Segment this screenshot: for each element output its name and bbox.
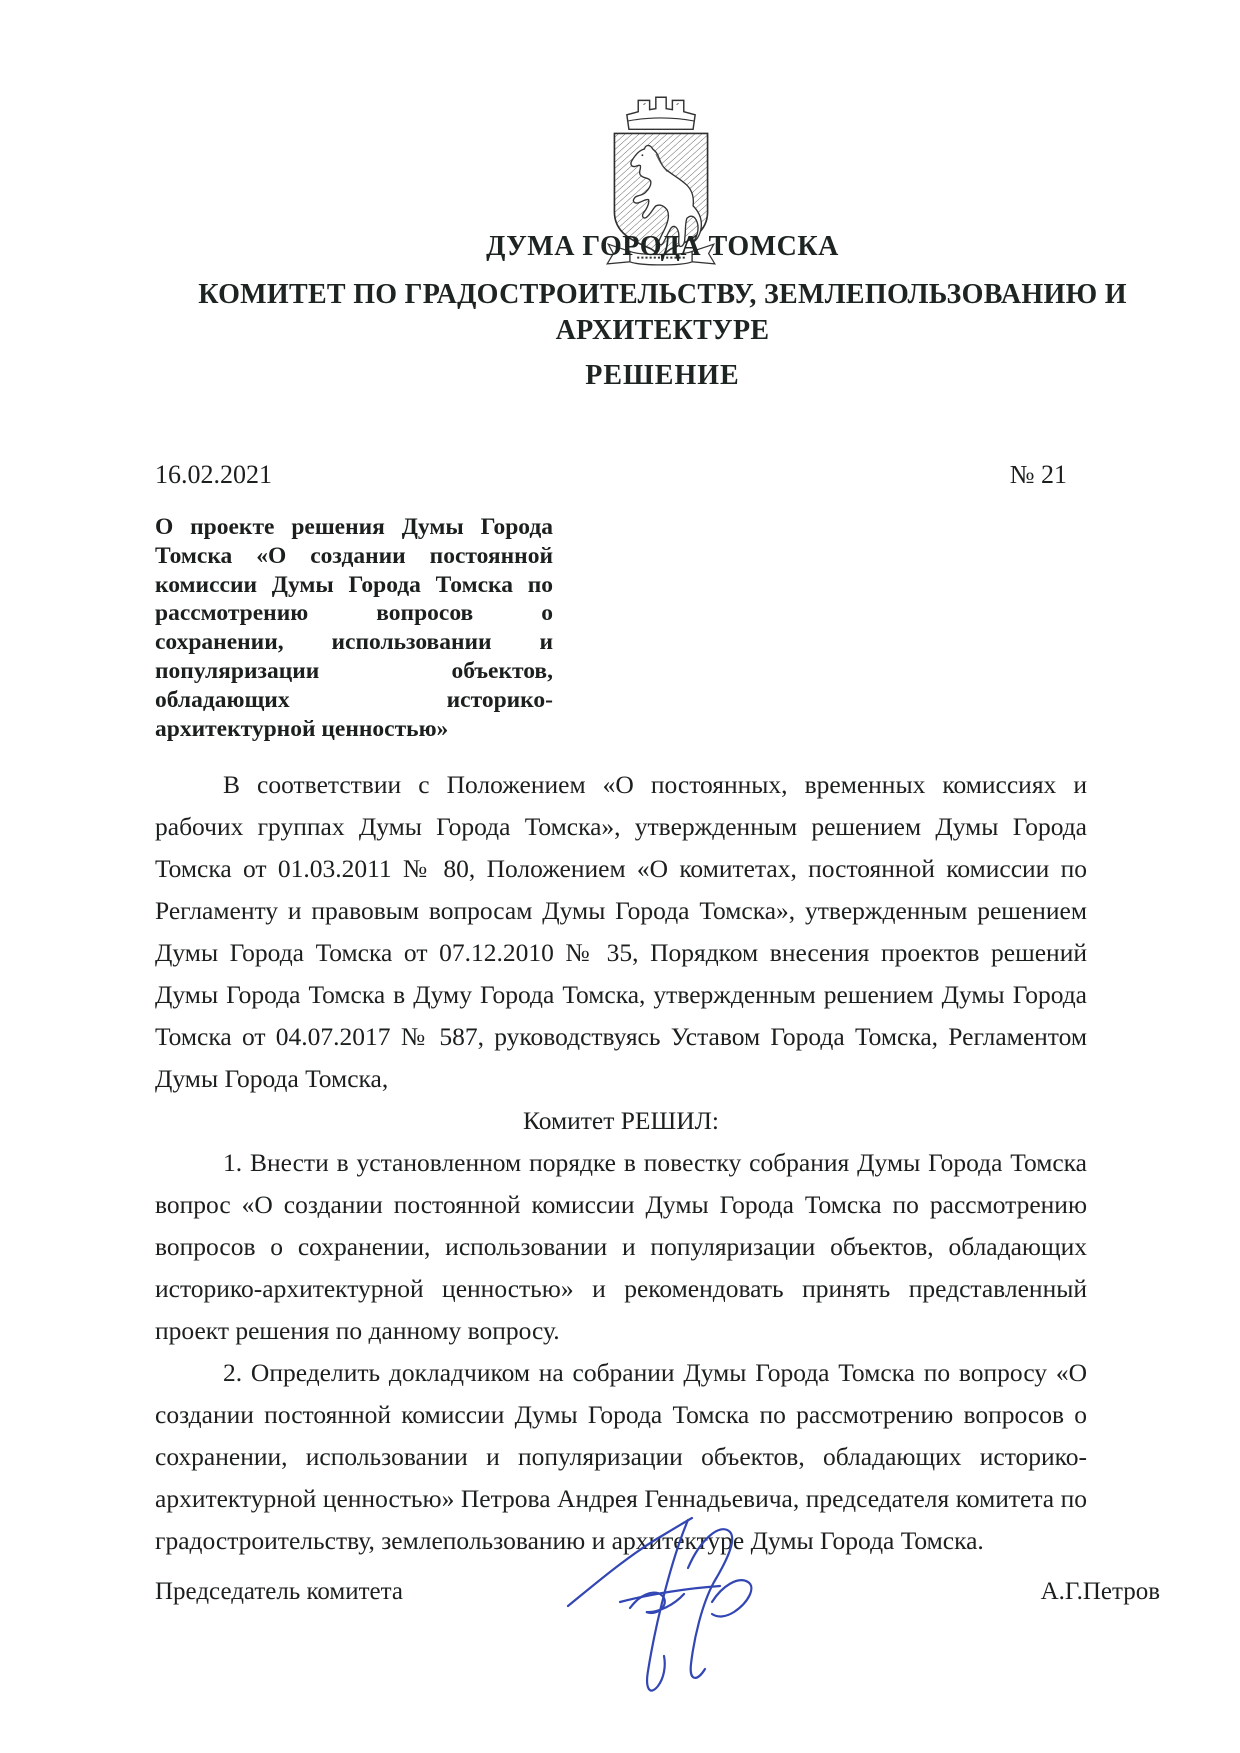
document-subject: О проекте решения Думы Города Томска «О создании постоянной комиссии Думы Города Томска по рассмотрению вопросов о сохранении, использовании и популяризации объектов, обладающих историко-архитектурной ценностью» xyxy=(155,514,553,742)
signer-title: Председатель комитета xyxy=(155,1578,403,1605)
meta-row xyxy=(155,460,1067,490)
resolution-heading: Комитет РЕШИЛ: xyxy=(522,1106,720,1135)
organization-title: ДУМА ГОРОДА ТОМСКА xyxy=(486,231,839,262)
signer-name: А.Г.Петров xyxy=(1040,1578,1160,1605)
committee-title: КОМИТЕТ ПО ГРАДОСТРОИТЕЛЬСТВУ, ЗЕМЛЕПОЛЬЗОВАНИЮ И АРХИТЕКТУРЕ xyxy=(198,279,1127,346)
intro-paragraph: В соответствии с Положением «О постоянных, временных комиссиях и рабочих группах Думы Города Томска», утвержденным решением Думы Города Томска от 01.03.2011 № 80, Положением «О комитетах, постоянной комиссии по Регламенту и правовым вопросам Думы Города Томска», утвержденным решением Думы Города Томска от 07.12.2010 № 35, Порядком внесения проектов решений Думы Города Томска в Думу Города Томска, утвержденным решением Думы Города Томска от 04.07.2017 № 587, руководствуясь Уставом Города Томска, Регламентом Думы Города Томска, xyxy=(155,770,1087,1093)
signature-ink-icon xyxy=(560,1506,810,1721)
resolution-item-1: 1. Внести в установленном порядке в повестку собрания Думы Города Томска вопрос «О создании постоянной комиссии Думы Города Томска по рассмотрению вопросов о сохранении, использовании и популяризации объектов, обладающих историко-архитектурной ценностью» и рекомендовать принять представленный проект решения по данному вопросу. xyxy=(155,1148,1087,1345)
document-type-title: РЕШЕНИЕ xyxy=(585,360,740,391)
document-date: 16.02.2021 xyxy=(155,460,272,489)
resolution-item-2: 2. Определить докладчиком на собрании Думы Города Томска по вопросу «О создании постоянной комиссии Думы Города Томска по рассмотрению вопросов о сохранении, использовании и популяризации объектов, обладающих историко-архитектурной ценностью» Петрова Андрея Геннадьевича, председателя комитета по градостроительству, землепользованию и архитектуре Думы Города Томска. xyxy=(155,1358,1087,1555)
document-body xyxy=(155,764,1087,1562)
document-number: № 21 xyxy=(1009,460,1067,489)
crown-icon xyxy=(627,97,695,129)
